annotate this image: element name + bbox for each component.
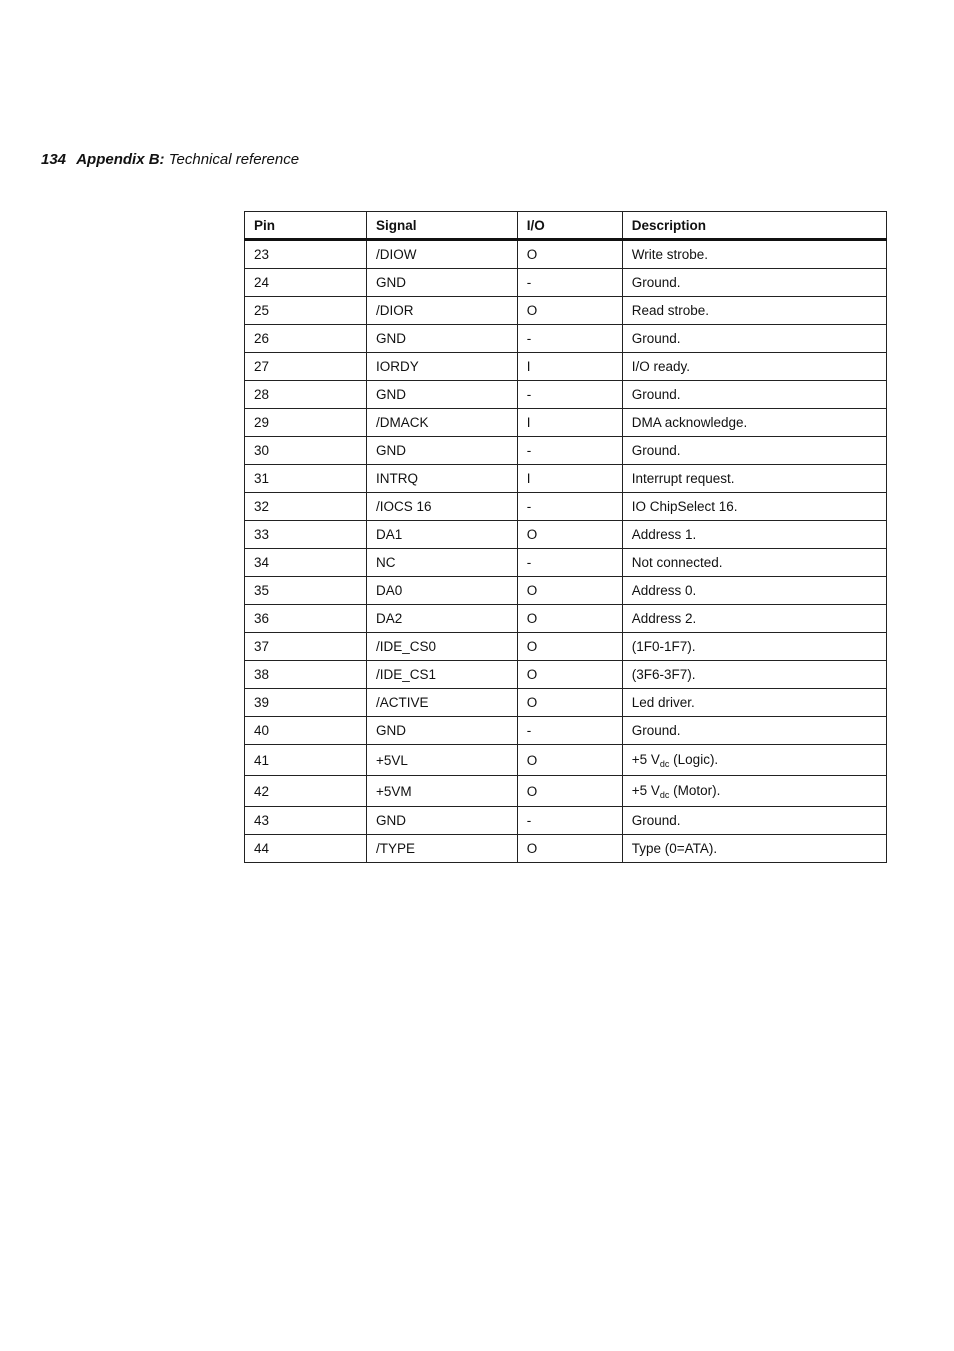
cell-pin: 39 [245, 689, 367, 717]
table-row [245, 605, 887, 633]
cell-description: Address 0. [622, 577, 886, 605]
cell-signal: /ACTIVE [367, 689, 518, 717]
running-header [41, 151, 299, 168]
cell-pin: 34 [245, 549, 367, 577]
table-row [245, 521, 887, 549]
table-row [245, 577, 887, 605]
cell-description: Ground. [622, 437, 886, 465]
cell-signal: /DMACK [367, 409, 518, 437]
table-row [245, 437, 887, 465]
page-number: 134 [41, 151, 67, 168]
cell-signal: GND [367, 269, 518, 297]
cell-description: (3F6-3F7). [622, 661, 886, 689]
table-row [245, 835, 887, 863]
cell-description: Write strobe. [622, 240, 886, 269]
cell-description: I/O ready. [622, 353, 886, 381]
cell-pin: 36 [245, 605, 367, 633]
cell-signal: DA1 [367, 521, 518, 549]
cell-signal: GND [367, 325, 518, 353]
cell-pin: 24 [245, 269, 367, 297]
cell-pin: 29 [245, 409, 367, 437]
chapter-label: Appendix B: [76, 151, 165, 168]
table-row [245, 717, 887, 745]
cell-signal: /IDE_CS1 [367, 661, 518, 689]
cell-pin: 30 [245, 437, 367, 465]
cell-signal: GND [367, 717, 518, 745]
cell-io: I [517, 353, 622, 381]
cell-pin: 42 [245, 776, 367, 807]
cell-signal: +5VL [367, 745, 518, 776]
cell-description: Interrupt request. [622, 465, 886, 493]
cell-signal: /IOCS 16 [367, 493, 518, 521]
cell-io: I [517, 465, 622, 493]
cell-description: Ground. [622, 381, 886, 409]
cell-signal: +5VM [367, 776, 518, 807]
cell-signal: /DIOR [367, 297, 518, 325]
cell-description [622, 776, 886, 807]
cell-description: Led driver. [622, 689, 886, 717]
table-row [245, 633, 887, 661]
cell-signal: DA0 [367, 577, 518, 605]
cell-description: Address 2. [622, 605, 886, 633]
table-row [245, 807, 887, 835]
cell-io: O [517, 605, 622, 633]
cell-pin: 38 [245, 661, 367, 689]
cell-signal: DA2 [367, 605, 518, 633]
cell-signal: GND [367, 437, 518, 465]
cell-pin: 43 [245, 807, 367, 835]
cell-io: O [517, 661, 622, 689]
cell-description: Address 1. [622, 521, 886, 549]
cell-io: O [517, 776, 622, 807]
table-row [245, 776, 887, 807]
table-row [245, 325, 887, 353]
cell-io: O [517, 689, 622, 717]
cell-description: Ground. [622, 807, 886, 835]
cell-io: O [517, 633, 622, 661]
cell-io: - [517, 381, 622, 409]
cell-pin: 44 [245, 835, 367, 863]
cell-pin: 25 [245, 297, 367, 325]
cell-io: O [517, 835, 622, 863]
cell-io: - [517, 269, 622, 297]
cell-pin: 33 [245, 521, 367, 549]
cell-pin: 23 [245, 240, 367, 269]
cell-io: - [517, 325, 622, 353]
table-body [245, 240, 887, 863]
cell-signal: /DIOW [367, 240, 518, 269]
cell-signal: INTRQ [367, 465, 518, 493]
table-row [245, 465, 887, 493]
cell-pin: 41 [245, 745, 367, 776]
cell-io: O [517, 297, 622, 325]
description-suffix: (Logic). [669, 751, 719, 767]
cell-description: Ground. [622, 269, 886, 297]
cell-io: O [517, 521, 622, 549]
cell-pin: 40 [245, 717, 367, 745]
cell-io: O [517, 577, 622, 605]
cell-signal: /TYPE [367, 835, 518, 863]
cell-pin: 26 [245, 325, 367, 353]
cell-description: (1F0-1F7). [622, 633, 886, 661]
table-row [245, 549, 887, 577]
cell-pin: 31 [245, 465, 367, 493]
cell-io: - [517, 493, 622, 521]
cell-description: Not connected. [622, 549, 886, 577]
description-main: +5 V [631, 782, 660, 798]
col-header-pin: Pin [245, 212, 367, 240]
cell-description: DMA acknowledge. [622, 409, 886, 437]
cell-io: - [517, 717, 622, 745]
table-row [245, 240, 887, 269]
section-title: Technical reference [168, 151, 300, 168]
cell-io: - [517, 807, 622, 835]
cell-description: Type (0=ATA). [622, 835, 886, 863]
cell-signal: NC [367, 549, 518, 577]
table-row [245, 297, 887, 325]
cell-signal: GND [367, 381, 518, 409]
cell-io: O [517, 745, 622, 776]
table-row [245, 661, 887, 689]
table-row [245, 689, 887, 717]
cell-pin: 37 [245, 633, 367, 661]
table-row [245, 745, 887, 776]
col-header-description: Description [622, 212, 886, 240]
cell-io: - [517, 549, 622, 577]
pin-table [244, 211, 887, 863]
cell-io: I [517, 409, 622, 437]
col-header-io: I/O [517, 212, 622, 240]
table-row [245, 493, 887, 521]
table-row [245, 269, 887, 297]
description-subscript: dc [659, 758, 670, 769]
cell-pin: 28 [245, 381, 367, 409]
table-row [245, 381, 887, 409]
table-row [245, 353, 887, 381]
cell-pin: 27 [245, 353, 367, 381]
description-main: +5 V [631, 751, 660, 767]
col-header-signal: Signal [367, 212, 518, 240]
table-header-row [245, 212, 887, 240]
cell-signal: IORDY [367, 353, 518, 381]
cell-description: Ground. [622, 325, 886, 353]
cell-signal: /IDE_CS0 [367, 633, 518, 661]
cell-description: Ground. [622, 717, 886, 745]
cell-description: Read strobe. [622, 297, 886, 325]
description-suffix: (Motor). [669, 782, 721, 798]
cell-pin: 32 [245, 493, 367, 521]
cell-io: O [517, 240, 622, 269]
cell-signal: GND [367, 807, 518, 835]
description-subscript: dc [659, 789, 670, 800]
cell-description: IO ChipSelect 16. [622, 493, 886, 521]
cell-pin: 35 [245, 577, 367, 605]
cell-io: - [517, 437, 622, 465]
table-row [245, 409, 887, 437]
cell-description [622, 745, 886, 776]
